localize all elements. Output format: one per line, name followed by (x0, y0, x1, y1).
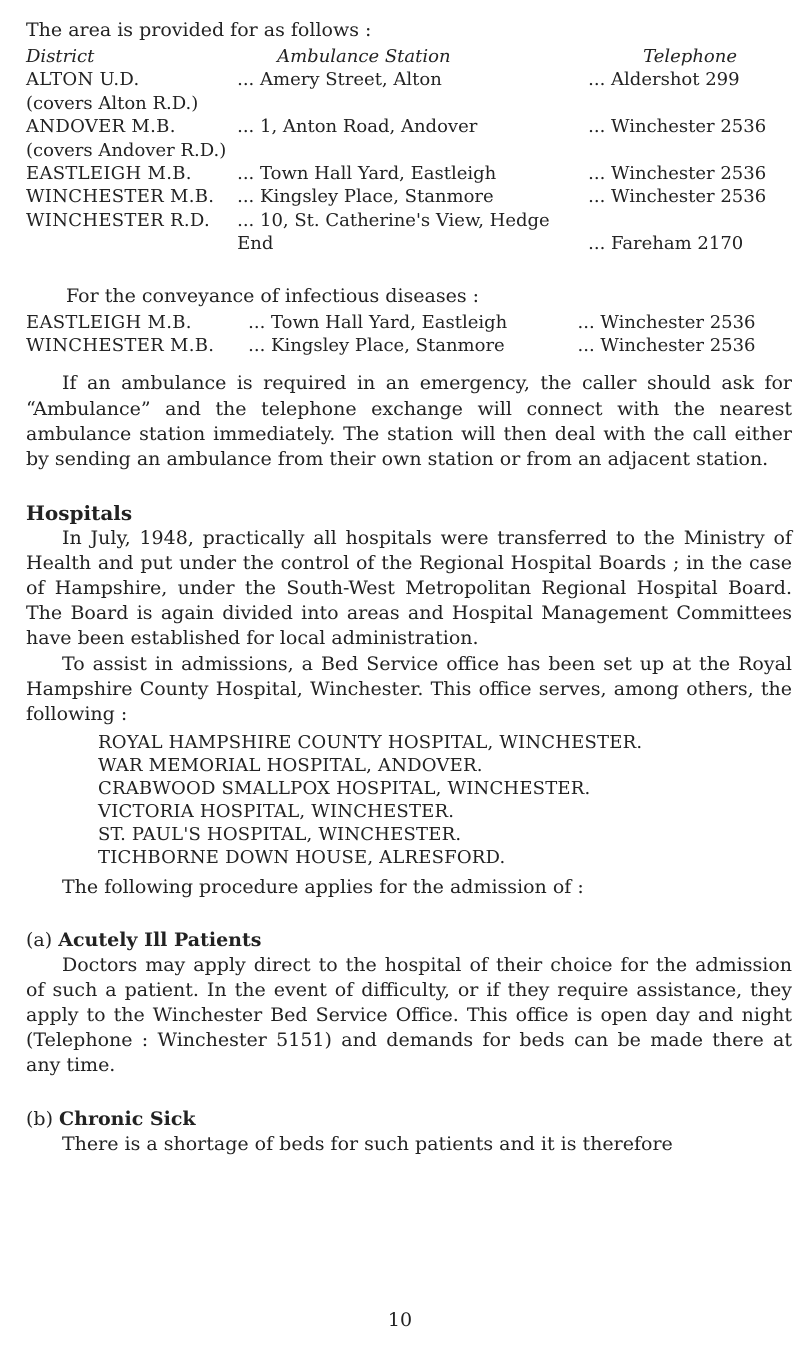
district-header: District (26, 46, 95, 68)
table-row: WINCHESTER R.D. ... 10, St. Catherine's View, Hedge End ... Fareham 2170 (26, 209, 744, 255)
station-telephone: Aldershot 299 (611, 69, 740, 91)
table-row: WINCHESTER M.B. ... Kingsley Place, Stanmore ... Winchester 2536 (26, 186, 767, 208)
station-address: 10, St. Catherine's View, Hedge End (237, 209, 550, 255)
district-name: EASTLEIGH M.B. (26, 311, 192, 333)
station-address: 1, Anton Road, Andover (260, 116, 478, 138)
station-telephone: Winchester 2536 (611, 163, 767, 185)
intro-line: The area is provided for as follows : (26, 19, 372, 41)
district-coverage: (covers Alton R.D.) (26, 92, 199, 114)
chronic-section (26, 1107, 792, 1157)
district-name: ANDOVER M.B. (26, 116, 176, 138)
list-item: VICTORIA HOSPITAL, WINCHESTER. (98, 800, 455, 822)
table-row: WINCHESTER M.B. ... Kingsley Place, Stanmore ... Winchester 2536 (26, 335, 756, 357)
hospital-list (98, 731, 792, 869)
district-name: WINCHESTER M.B. (26, 335, 215, 357)
district-name: ALTON U.D. (26, 69, 140, 91)
ambulance-station-table (26, 45, 792, 256)
page-number: 10 (387, 1309, 413, 1331)
table-row: EASTLEIGH M.B. ... Town Hall Yard, Eastleigh ... Winchester 2536 (26, 163, 767, 185)
acute-text: Doctors may apply direct to the hospital of their choice for the admission of such a patient. In the event of difficulty, or if they require assistance, they apply to the Winchester Bed Service Office. This office is open day and night (Telephone : Winchester 5151) and demands for beds can be made there at any time. (26, 954, 792, 1077)
hospitals-paragraph-1: In July, 1948, practically all hospitals were transferred to the Ministry of Health and put under the control of the Regional Hospital Boards ; in the case of Hampshire, under the South-West Metropolitan Regional Hospital Board. The Board is again divided into areas and Hospital Management Committees have been established for local administration. (26, 527, 792, 650)
table-header-row (26, 45, 792, 68)
list-item: CRABWOOD SMALLPOX HOSPITAL, WINCHESTER. (98, 777, 591, 799)
station-telephone: Winchester 2536 (611, 116, 767, 138)
table-row: ANDOVER M.B. (covers Andover R.D.) ... 1, Anton Road, Andover ... Winchester 2536 (26, 116, 767, 161)
district-coverage: (covers Andover R.D.) (26, 139, 227, 161)
district-name: WINCHESTER M.B. (26, 186, 215, 208)
chronic-label: (b) (26, 1107, 53, 1130)
district-name: EASTLEIGH M.B. (26, 163, 192, 185)
station-telephone: Winchester 2536 (600, 335, 756, 357)
infectious-station-table (26, 311, 792, 358)
infectious-heading: For the conveyance of infectious diseases : (66, 284, 480, 307)
station-address: Kingsley Place, Stanmore (271, 335, 505, 357)
telephone-header: Telephone (643, 46, 738, 68)
station-telephone: Winchester 2536 (611, 186, 767, 208)
station-telephone: Winchester 2536 (600, 311, 756, 333)
list-item: ST. PAUL'S HOSPITAL, WINCHESTER. (98, 823, 462, 845)
list-item: TICHBORNE DOWN HOUSE, ALRESFORD. (98, 846, 506, 868)
table-row: EASTLEIGH M.B. ... Town Hall Yard, Eastleigh ... Winchester 2536 (26, 311, 756, 333)
acute-label: (a) (26, 929, 53, 952)
district-name: WINCHESTER R.D. (26, 209, 211, 231)
emergency-paragraph: If an ambulance is required in an emergency, the caller should ask for “Ambulance” and the telephone exchange will connect with the nearest ambulance station immediately. The station will then deal with the call either by sending an ambulance from their own station or from an adjacent station. (26, 372, 792, 470)
hospitals-paragraph-2: To assist in admissions, a Bed Service office has been set up at the Royal Hampshire County Hospital, Winchester. This office serves, among others, the following : (26, 652, 792, 725)
hospitals-heading: Hospitals (26, 500, 133, 525)
station-address: Amery Street, Alton (260, 69, 442, 91)
station-address: Kingsley Place, Stanmore (260, 186, 494, 208)
list-item: WAR MEMORIAL HOSPITAL, ANDOVER. (98, 754, 483, 776)
acute-heading: Acutely Ill Patients (58, 929, 262, 952)
list-item: ROYAL HAMPSHIRE COUNTY HOSPITAL, WINCHESTER. (98, 731, 643, 753)
station-address: Town Hall Yard, Eastleigh (271, 311, 508, 333)
station-address: Town Hall Yard, Eastleigh (260, 163, 497, 185)
chronic-heading: Chronic Sick (59, 1107, 196, 1130)
chronic-text: There is a shortage of beds for such patients and it is therefore (62, 1132, 673, 1155)
station-telephone: Fareham 2170 (611, 233, 744, 255)
acute-section (26, 928, 792, 1078)
station-header: Ambulance Station (277, 46, 451, 68)
procedure-line: The following procedure applies for the admission of : (62, 875, 584, 898)
table-row: ALTON U.D. (covers Alton R.D.) ... Amery Street, Alton ... Aldershot 299 (26, 69, 740, 114)
